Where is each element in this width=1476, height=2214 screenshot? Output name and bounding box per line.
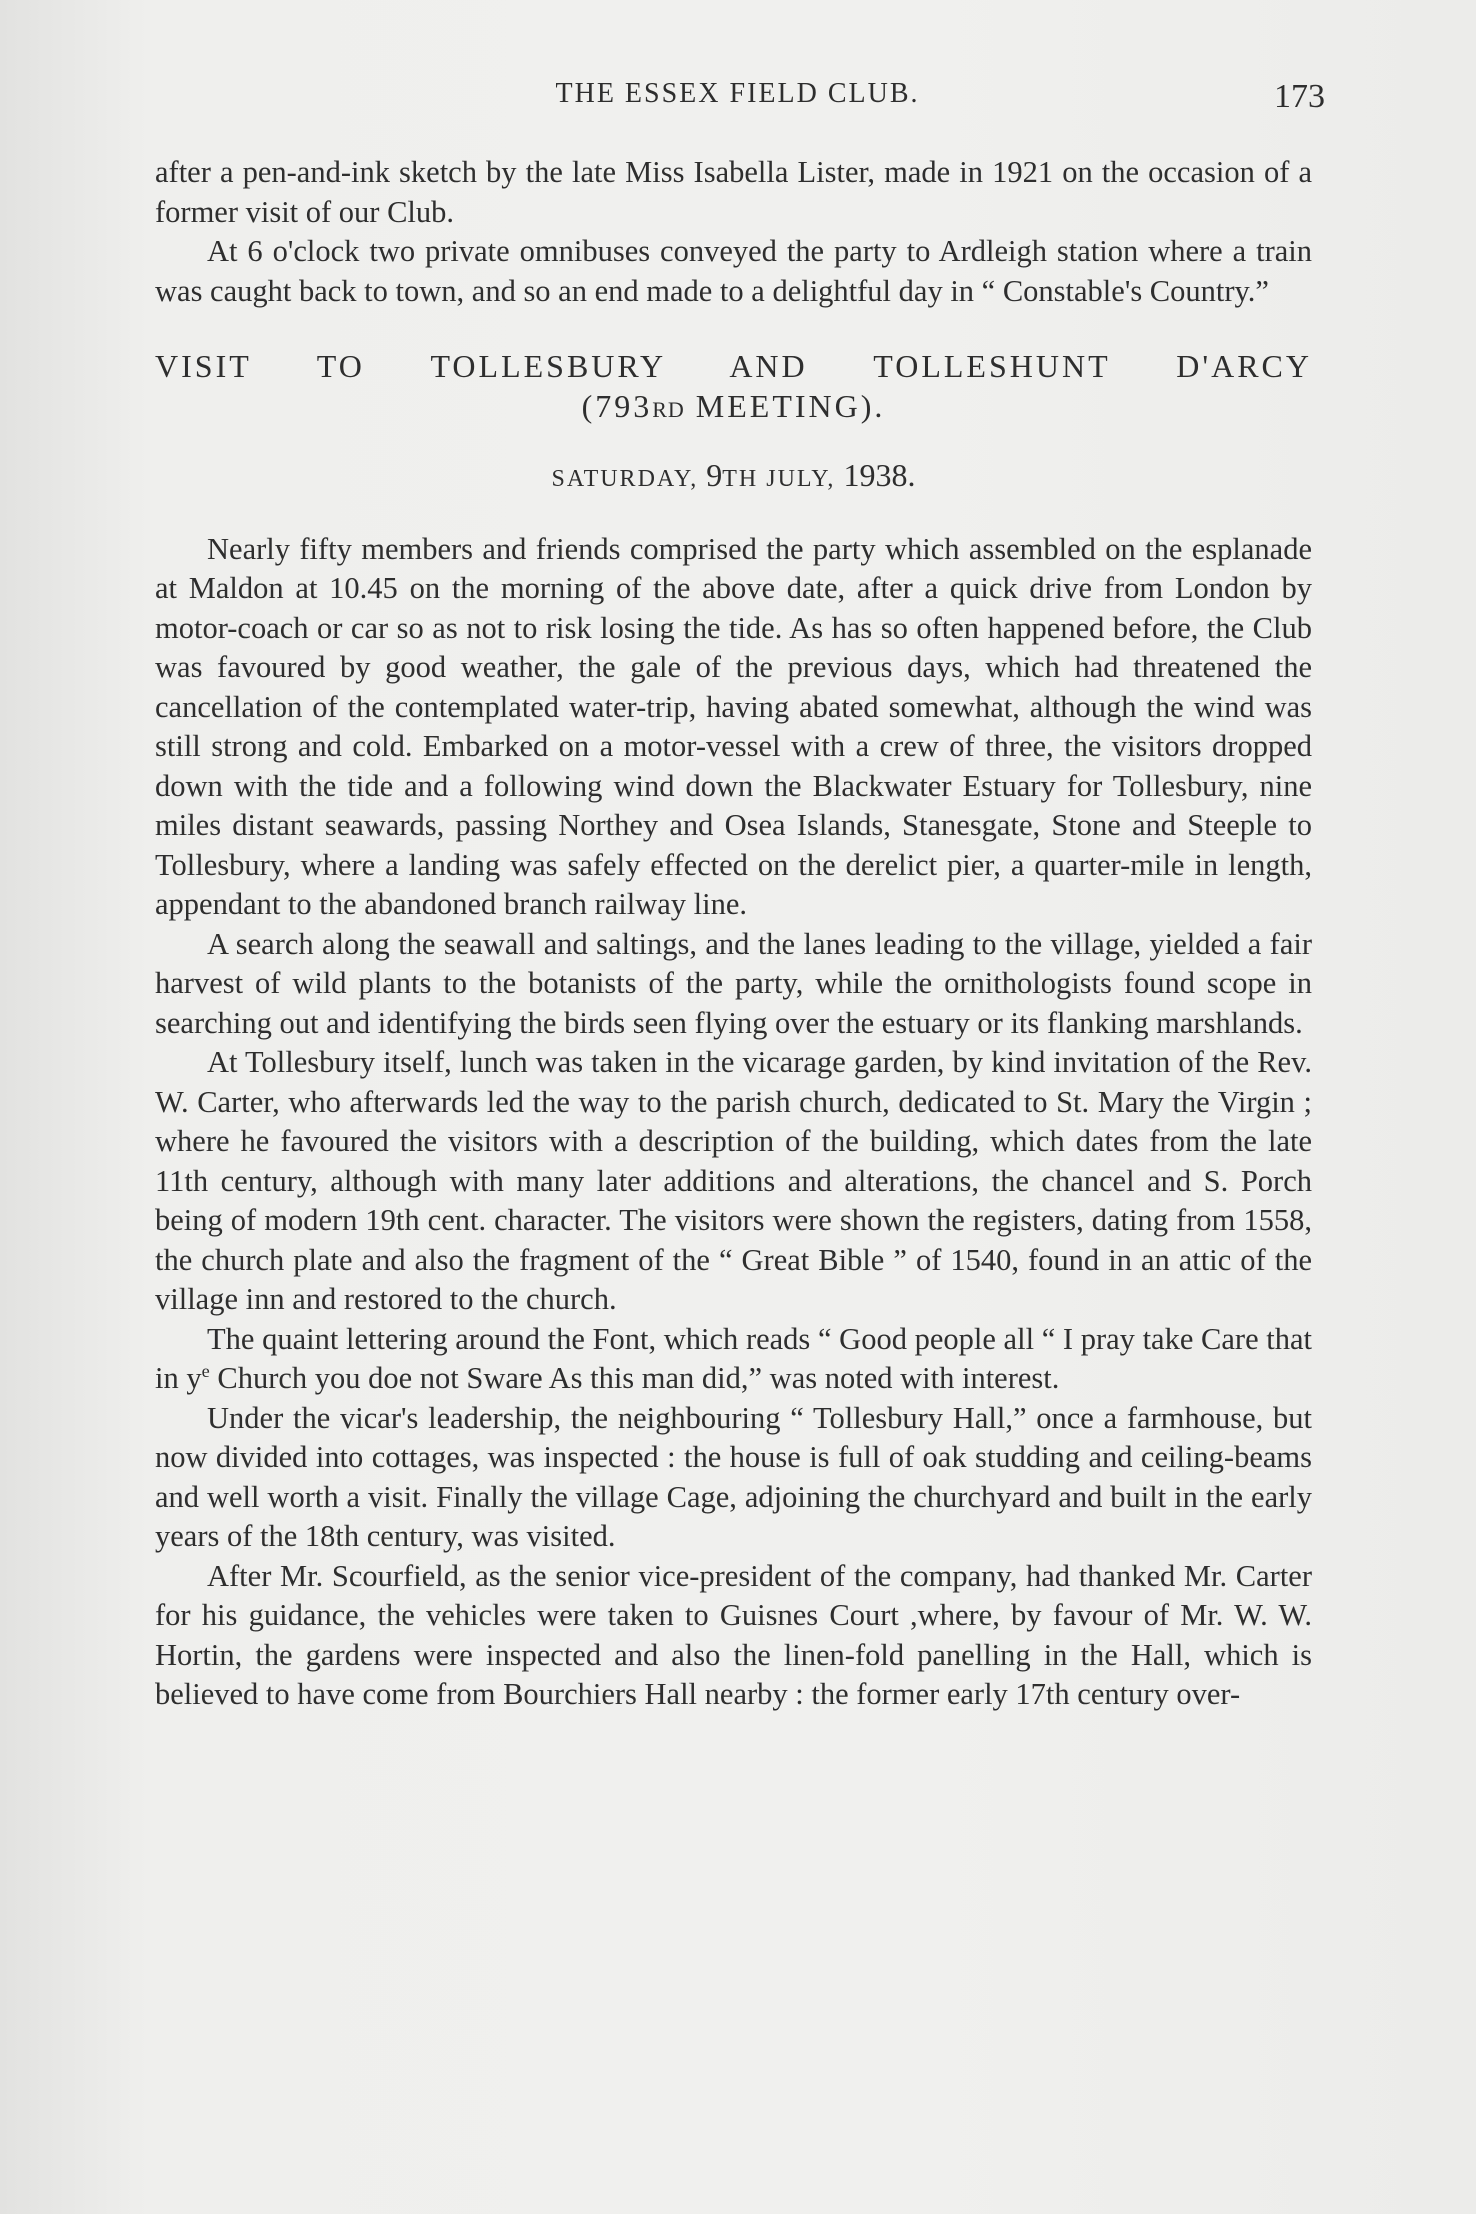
page-number: 173 — [1274, 78, 1325, 115]
date-weekday: SATURDAY, — [551, 466, 707, 492]
paragraph-maldon: Nearly fifty members and friends comprised the party which assembled on the esplanade at Maldon at 10.45 on the morning of the above date, after a quick drive from London by motor-coach or car so as not to risk losing the tide. As has so often happened before, the Club was favoured by good weather, the gale of the previous days, which had threatened the cancellation of the contemplated water-trip, having abated somewhat, although the wind was still strong and cold. Embarked on a motor-vessel with a crew of three, the visitors dropped down with the tide and a following wind down the Blackwater Estuary for Tollesbury, nine miles distant seawards, passing Northey and Osea Islands, Stanesgate, Stone and Steeple to Tollesbury, where a landing was safely effected on the derelict pier, a quarter-mile in length, appendant to the abandoned branch railway line. — [155, 531, 1312, 921]
font-text-superscript: e — [201, 1360, 210, 1381]
meeting-number: (793 — [581, 388, 653, 424]
paragraph-church: At Tollesbury itself, lunch was taken in the vicarage garden, by kind invitation of the Rev. W. Carter, who afterwards led the way to the parish church, dedicated to St. Mary the Virgin ; where he favoured the visitors with a description of the building, which dates from the late 11th century, although with many later additions and alterations, the chancel and S. Porch being of modern 19th cent. character. The visitors were shown the registers, dating from 1558, the church plate and also the fragment of the “ Great Bible ” of 1540, found in an attic of the village inn and restored to the church. — [155, 1045, 1312, 1316]
running-head: THE ESSEX FIELD CLUB. — [555, 78, 920, 109]
paragraph-tollesbury-hall: Under the vicar's leadership, the neighbouring “ Tollesbury Hall,” once a farmhouse, but now divided into cottages, was inspected : the house is full of oak studding and ceiling-beams and well worth a visit. Finally the village Cage, adjoining the churchyard and built in the early years of the 18th century, was visited. — [155, 1400, 1312, 1553]
text-block — [155, 153, 1312, 1715]
paragraph-guisnes-court: After Mr. Scourfield, as the senior vice-president of the company, had thanked Mr. Carter for his guidance, the vehicles were taken to Guisnes Court ,where, by favour of Mr. W. W. Hortin, the gardens were inspected and also the linen-fold panelling in the Hall, which is believed to have come from Bourchiers Hall nearby : the former early 17th century over- — [155, 1558, 1312, 1711]
meeting-label: MEETING). — [684, 388, 886, 424]
page-header — [150, 78, 1325, 128]
section-subtitle — [155, 386, 1312, 430]
continuation-paragraph: after a pen-and-ink sketch by the late Miss Isabella Lister, made in 1921 on the occasion of a former visit of our Club. — [155, 155, 1312, 229]
paragraph-ardleigh: At 6 o'clock two private omnibuses conveyed the party to Ardleigh station where a train was caught back to town, and so an end made to a delightful day in “ Constable's Country.” — [155, 234, 1312, 308]
date-day: 9 — [706, 457, 723, 493]
date-month: TH JULY, — [722, 466, 844, 492]
meeting-date — [155, 456, 1312, 500]
section-title: VISIT TO TOLLESBURY AND TOLLESHUNT D'ARCY — [155, 348, 1312, 384]
paragraph-seawall: A search along the seawall and saltings, and the lanes leading to the village, yielded a fair harvest of wild plants to the botanists of the party, while the ornithologists found scope in searching out and identifying the birds seen flying over the estuary or its flanking marshlands. — [155, 926, 1312, 1040]
paragraph-font-lettering — [155, 1320, 1312, 1399]
meeting-number-suffix: RD — [652, 397, 685, 422]
date-year: 1938. — [843, 457, 916, 493]
font-text-a: The quaint lettering around the Font, which reads “ Good people all “ I pray take Care that in y — [155, 1321, 1312, 1395]
font-text-b: Church you doe not Sware As this man did,” was noted with interest. — [209, 1361, 1060, 1395]
